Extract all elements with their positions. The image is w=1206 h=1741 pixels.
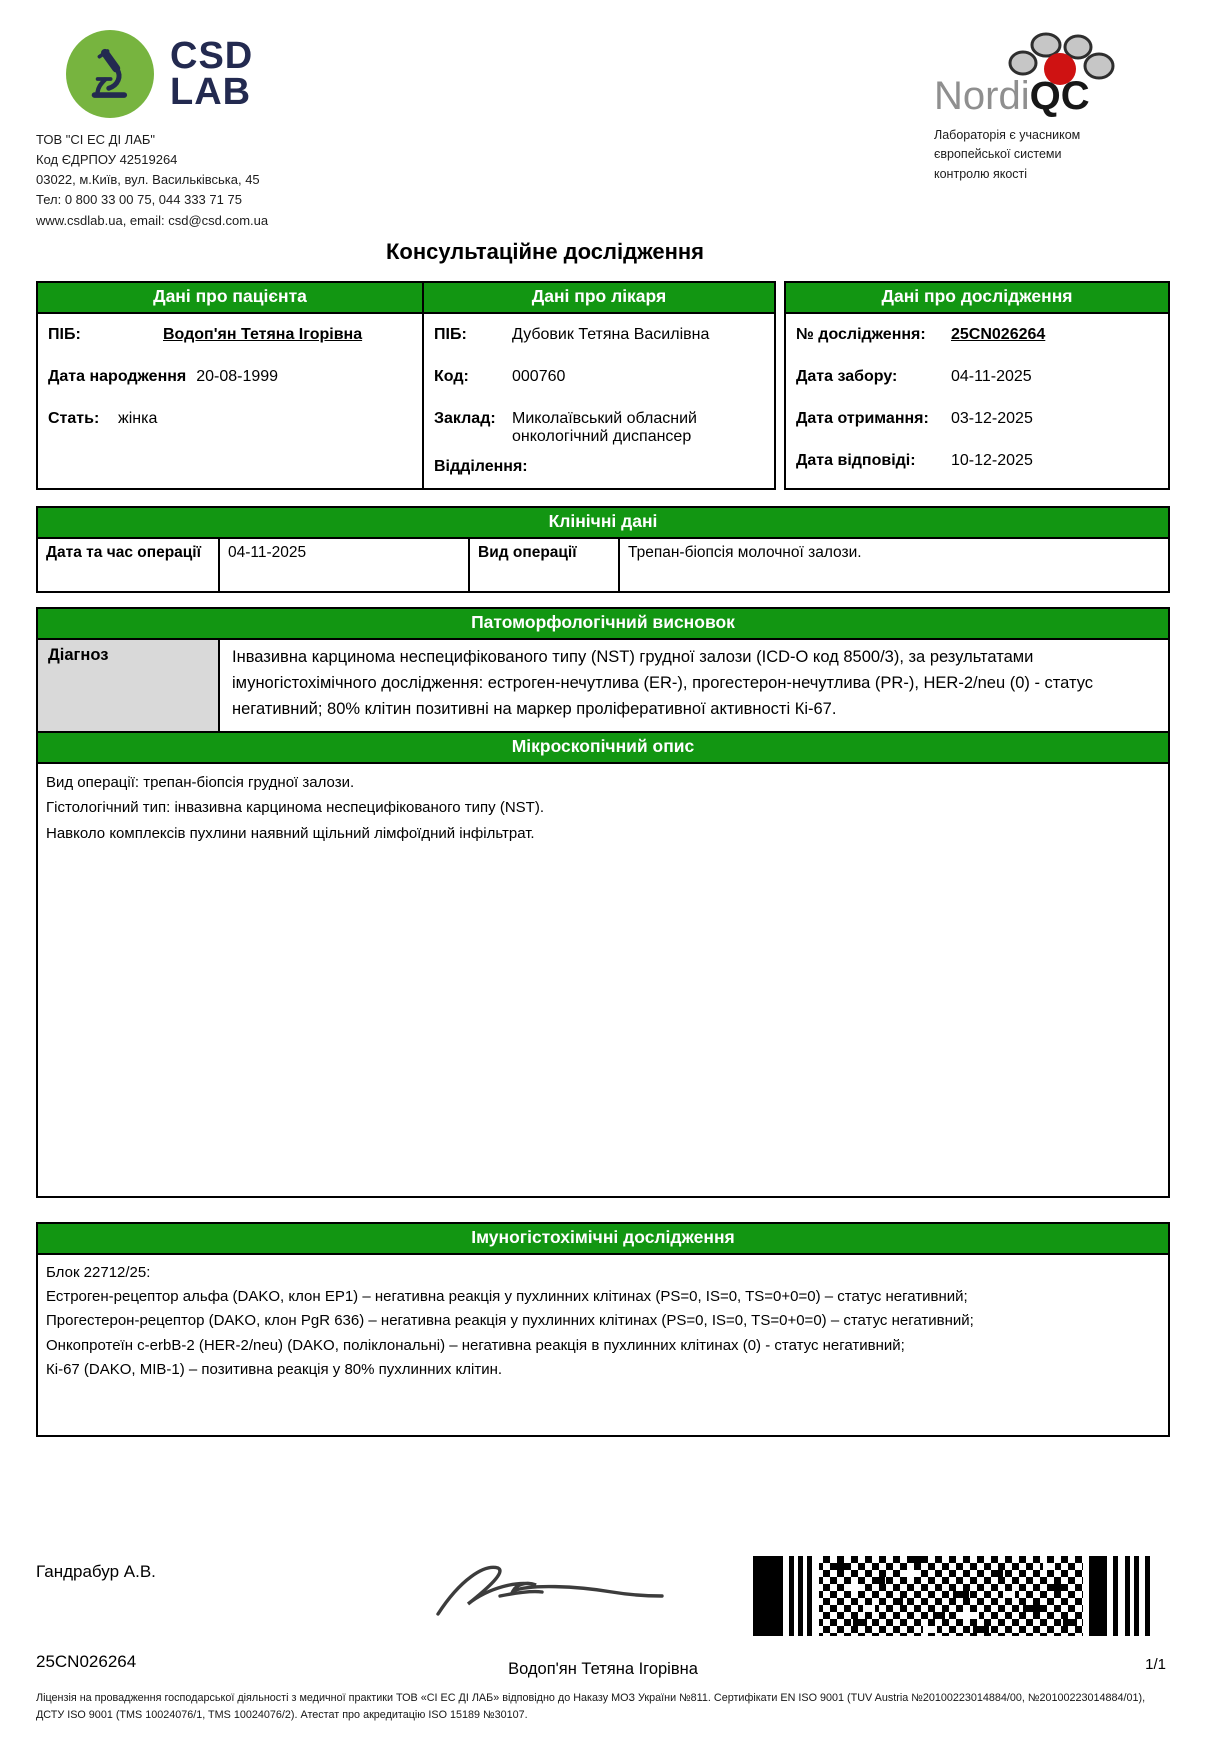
study-number-value: 25CN026264	[951, 325, 1046, 343]
diagnosis-text: Інвазивна карцинома неспецифікованого типу (NST) грудної залози (ICD-O код 8500/3), за результатами імуногістохімічного дослідження: естроген-нечутлива (ER-), прогестерон-нечутлива (PR-), HER-2/neu (0) - статус негативний; 80% клітин позитивні на маркер проліферативної активності Кі-67.	[232, 647, 1094, 719]
study-data-body	[786, 314, 1168, 488]
study-received-label: Дата отримання:	[796, 409, 929, 427]
ihc-pr-line: Прогестерон-рецептор (DAKO, клон PgR 636) – негативна реакція у пухлинних клітинах (PS=0, IS=0, TS=0+0=0) – статус негативний;	[46, 1312, 974, 1330]
pathology-header: Патоморфологічний висновок	[38, 609, 1168, 640]
patient-name-row	[48, 326, 412, 344]
doctor-facility-label: Заклад:	[434, 409, 496, 427]
lab-identity-block	[36, 22, 268, 231]
study-received-value: 03-12-2025	[951, 409, 1033, 427]
csd-lab-wordmark	[170, 34, 254, 113]
study-collected-value: 04-11-2025	[951, 367, 1032, 385]
page-indicator: 1/1	[1145, 1656, 1166, 1673]
ihc-block-line: Блок 22712/25:	[46, 1263, 151, 1281]
footer-patient-name: Водоп'ян Тетяна Ігорівна	[508, 1660, 698, 1678]
info-table-gap	[776, 281, 784, 490]
csd-lab-logo	[66, 30, 268, 118]
study-collected-row	[796, 368, 1158, 386]
doctor-data-body	[424, 314, 774, 488]
patient-sex-row	[48, 410, 412, 428]
operation-type-label: Вид операції	[470, 539, 620, 591]
doctor-code-row	[434, 368, 764, 386]
company-web-email: www.csdlab.ua, email: csd@csd.com.ua	[36, 212, 269, 228]
microscopy-line: Вид операції: трепан-біопсія грудної залози.	[46, 773, 355, 791]
logo-line-lab: LAB	[170, 71, 252, 113]
study-data-box	[784, 281, 1170, 490]
patient-birthdate-value: 20-08-1999	[196, 367, 279, 385]
license-fineprint: Ліцензія на провадження господарської діяльності з медичної практики ТОВ «СІ ЕС ДІ ЛАБ» відповідно до Наказу МОЗ України №811. Сертифікати EN ISO 9001 (TUV Austria №20100223014884/00, №20100223014884/01), ДСТУ ISO 9001 (TMS 10024076/1, TMS 10024076/2). Атестат про акредитацію ISO 15189 №30107.	[36, 1692, 1146, 1721]
ihc-body	[38, 1255, 1168, 1435]
study-received-row	[796, 410, 1158, 428]
patient-birthdate-label: Дата народження	[48, 367, 187, 385]
doctor-facility-value: Миколаївський обласний онкологічний диспансер	[512, 409, 697, 445]
patient-name-label: ПІБ:	[48, 325, 81, 343]
page-header	[36, 22, 1170, 231]
company-name: ТОВ "СІ ЕС ДІ ЛАБ"	[36, 132, 156, 147]
logo-line-csd: CSD	[170, 34, 254, 77]
doctor-department-label: Відділення:	[434, 457, 528, 475]
study-number-label: № дослідження:	[796, 325, 926, 343]
nordiqc-wordmark	[934, 76, 1164, 116]
signature-image	[430, 1552, 670, 1641]
company-edrpou: Код ЄДРПОУ 42519264	[36, 152, 178, 168]
ihc-er-line: Естроген-рецептор альфа (DAKO, клон EP1) – негативна реакція у пухлинних клітинах (PS=0, IS=0, TS=0+0=0) – статус негативний;	[46, 1288, 968, 1306]
info-table	[36, 281, 1170, 490]
doctor-data-box	[424, 281, 776, 490]
study-data-header: Дані про дослідження	[786, 283, 1168, 314]
document-title: Консультаційне дослідження	[385, 238, 705, 264]
nordiqc-block	[934, 22, 1164, 184]
doctor-name-label: ПІБ:	[434, 325, 467, 343]
ihc-ki67-line: Кі-67 (DAKO, MIB-1) – позитивна реакція у 80% пухлинних клітин.	[46, 1361, 503, 1379]
nordiqc-tagline-line: європейської системи	[934, 147, 1062, 162]
study-reply-value: 10-12-2025	[951, 451, 1033, 469]
study-reply-label: Дата відповіді:	[796, 451, 916, 469]
nordiqc-tagline-line: контролю якості	[934, 166, 1028, 181]
microscope-icon	[66, 30, 154, 118]
doctor-facility-row	[434, 410, 764, 446]
pathology-section	[36, 607, 1170, 1198]
study-reply-row	[796, 452, 1158, 470]
doctor-code-value: 000760	[512, 367, 566, 385]
clinical-data-header: Клінічні дані	[38, 508, 1168, 539]
operation-date-value: 04-11-2025	[220, 539, 470, 591]
company-details	[36, 130, 268, 231]
patient-sex-value: жінка	[118, 409, 158, 427]
doctor-code-label: Код:	[434, 367, 469, 385]
ihc-section	[36, 1222, 1170, 1437]
pathologist-name: Гандрабур А.В.	[36, 1562, 156, 1581]
patient-data-header: Дані про пацієнта	[38, 283, 422, 314]
operation-date-label: Дата та час операції	[38, 539, 220, 591]
patient-sex-label: Стать:	[48, 409, 100, 427]
microscopy-line: Гістологічний тип: інвазивна карцинома неспецифікованого типу (NST).	[46, 799, 544, 817]
company-phone: Тел: 0 800 33 00 75, 044 333 71 75	[36, 192, 242, 208]
microscopy-line: Навколо комплексів пухлини наявний щільний лімфоїдний інфільтрат.	[46, 824, 535, 842]
clinical-data-row	[38, 539, 1168, 591]
patient-data-body	[38, 314, 422, 488]
microscopy-body	[38, 764, 1168, 1196]
company-address: 03022, м.Київ, вул. Васильківська, 45	[36, 172, 260, 188]
diagnosis-label: Діагноз	[38, 640, 220, 731]
clinical-data-section	[36, 506, 1170, 593]
doctor-department-row	[434, 458, 764, 476]
nordiqc-wordmark-bold: QC	[1029, 74, 1090, 118]
patient-name-value: Водоп'ян Тетяна Ігорівна	[163, 325, 363, 343]
nordiqc-tagline-line: Лабораторія є учасником	[934, 128, 1081, 142]
ihc-header: Імуногістохімічні дослідження	[38, 1224, 1168, 1255]
diagnosis-row	[38, 640, 1168, 731]
barcode-image	[752, 1556, 1154, 1641]
study-number-row	[796, 326, 1158, 344]
nordiqc-wordmark-light: Nordi	[934, 74, 1030, 118]
doctor-data-header: Дані про лікаря	[424, 283, 774, 314]
patient-birthdate-row	[48, 368, 412, 386]
doctor-name-value: Дубовик Тетяна Василівна	[512, 325, 710, 343]
study-collected-label: Дата забору:	[796, 367, 898, 385]
footer-study-number: 25CN026264	[36, 1652, 137, 1671]
microscopy-header: Мікроскопічний опис	[38, 731, 1168, 764]
doctor-name-row	[434, 326, 764, 344]
operation-type-value: Трепан-біопсія молочної залози.	[628, 543, 862, 561]
nordiqc-tagline	[934, 126, 1164, 184]
patient-data-box	[36, 281, 424, 490]
ihc-her2-line: Онкопротеїн c-erbB-2 (HER-2/neu) (DAKO, поліклональні) – негативна реакція в пухлинних клітинах (0) - статус негативний;	[46, 1336, 905, 1354]
